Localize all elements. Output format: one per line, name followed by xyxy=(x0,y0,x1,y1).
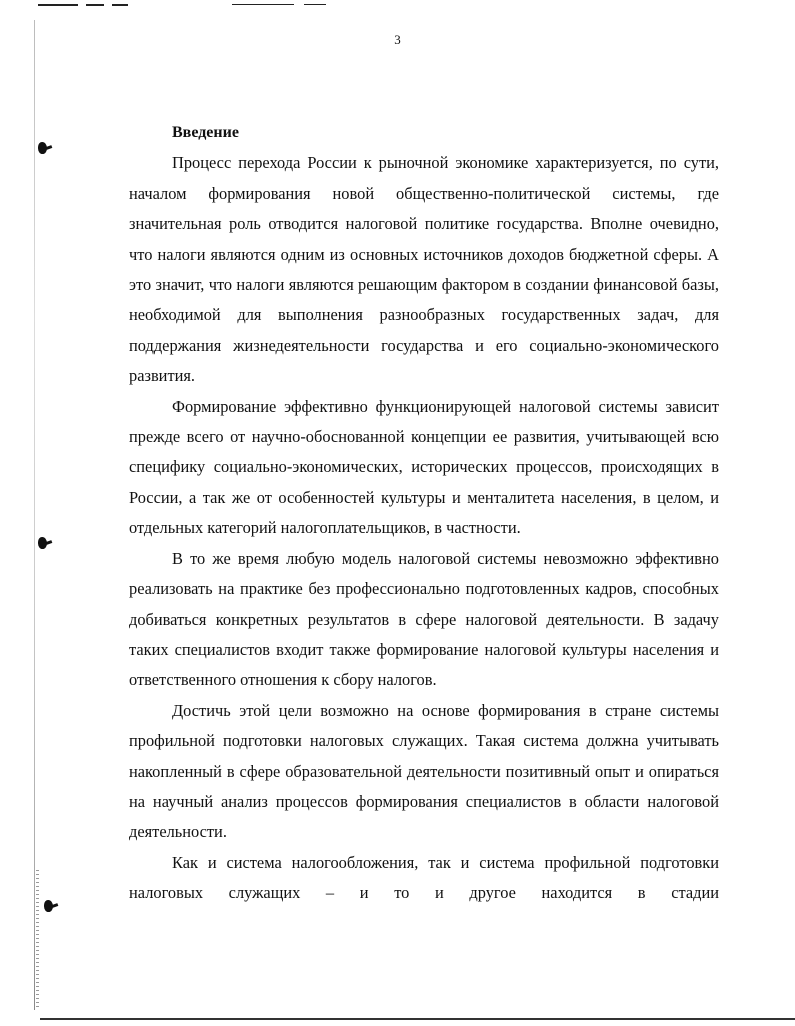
document-body xyxy=(129,118,719,909)
paragraph: Достичь этой цели возможно на основе формирования в стране системы профильной подготовки налоговых служащих. Такая система должна учитывать накопленный в сфере образовательной деятельности позитивный опыт и опираться на научный анализ процессов формирования специалистов в области налоговой деятельности. xyxy=(129,700,719,842)
binder-hole-mark xyxy=(38,142,47,154)
scan-top-line-1 xyxy=(38,4,78,6)
paragraph: В то же время любую модель налоговой системы невозможно эффективно реализовать на практике без профессионально подготовленных кадров, способных добиваться конкретных результатов в сфере налоговой деятельности. В задачу таких специалистов входит также формирование налоговой культуры населения и ответственного отношения к сбору налогов. xyxy=(129,548,719,690)
paragraph: Формирование эффективно функционирующей налоговой системы зависит прежде всего от научно-обоснованной концепции ее развития, учитывающей всю специфику социально-экономических, исторических процессов, происходящих в России, а так же от особенностей культуры и менталитета населения, в целом, и отдельных категорий налогоплательщиков, в частности. xyxy=(129,396,719,538)
paragraph: Процесс перехода России к рыночной экономике характеризуется, по сути, началом формирования новой общественно-политической системы, где значительная роль отводится налоговой политике государства. Вполне очевидно, что налоги являются одним из основных источников доходов бюджетной сферы. А это значит, что налоги являются решающим фактором в создании финансовой базы, необходимой для выполнения разнообразных государственных задач, для поддержания жизнедеятельности государства и его социально-экономического развития. xyxy=(129,153,719,386)
scan-top-line-2 xyxy=(86,4,104,6)
binder-hole-mark xyxy=(44,900,53,912)
scan-top-line-3 xyxy=(112,4,128,6)
section-heading: Введение xyxy=(172,124,239,141)
paragraph: Как и система налогообложения, так и система профильной подготовки налоговых служащих – и то и другое находится в стадии xyxy=(129,852,719,903)
binder-hole-mark xyxy=(38,537,47,549)
scan-bottom-line xyxy=(40,1018,795,1020)
page-number: 3 xyxy=(394,32,401,47)
scan-top-line-5 xyxy=(304,4,326,5)
scan-left-noise xyxy=(36,870,39,1010)
scan-top-line-4 xyxy=(232,4,294,5)
scan-left-edge xyxy=(34,20,35,1010)
